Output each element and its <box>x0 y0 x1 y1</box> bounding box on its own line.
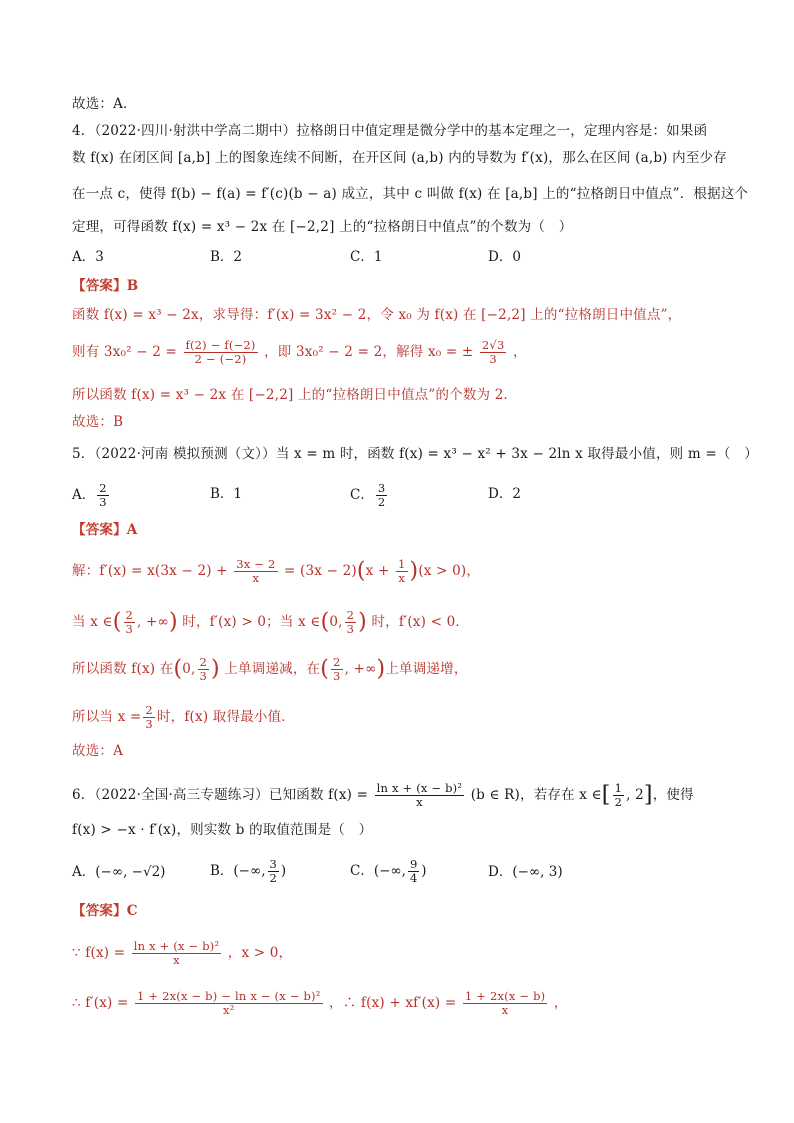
q5-option-d: D．2 <box>488 486 521 502</box>
q4-option-c: C．1 <box>350 249 383 265</box>
q4-conclusion: 故选：B <box>72 414 124 430</box>
q5-option-c: C． $\frac{3}{2}$ <box>350 481 386 509</box>
q6-stem-line1: 6．（2022·全国·高三专题练习）已知函数 f(x) = $\frac{\text{ln x + (x − b)²}}{x}$ (b ∈ R)，若存在 x ∈[ $\frac{1}{2}$ , 2]，使得 <box>72 781 694 809</box>
q4-option-b: B．2 <box>210 249 243 265</box>
q6-option-d: D．(−∞, 3) <box>488 864 563 880</box>
q4-solution-line1: 函数 f(x) = x³ − 2x，求导得：f′(x) = 3x² − 2，令 x₀ 为 f(x) 在 [−2,2] 上的“拉格朗日中值点”， <box>72 307 682 323</box>
q6-solution-line2: ∴ f′(x) = $\frac{\text{1 + 2x(x − b) − ln x − (x − b)²}}{\text{x²}}$ ，∴ f(x) + xf′(x) = $\frac{1 + 2x(x - b)}{x}$ ， <box>72 989 568 1017</box>
q4-answer-label: 【答案】B <box>72 278 139 294</box>
prev-conclusion: 故选：A． <box>72 96 137 112</box>
q6-answer-label: 【答案】C <box>72 903 138 919</box>
q5-solution-line2: 当 x ∈( $\frac{2}{3}$ , +∞) 时，f′(x) > 0；当 x ∈(0, $\frac{2}{3}$ ) 时，f′(x) < 0． <box>72 608 470 636</box>
q6-option-c: C．(−∞, $\frac{9}{4}$ ) <box>350 857 427 885</box>
q4-stem-line3: 在一点 c，使得 f(b) − f(a) = f′(c)(b − a) 成立，其中 c 叫做 f(x) 在 [a,b] 上的“拉格朗日中值点”．根据这个 <box>72 186 749 202</box>
q4-stem-line1: 4．（2022·四川·射洪中学高二期中）拉格朗日中值定理是微分学中的基本定理之一，定理内容是：如果函 <box>72 123 708 139</box>
q4-solution-line3: 所以函数 f(x) = x³ − 2x 在 [−2,2] 上的“拉格朗日中值点”的个数为 2． <box>72 387 518 403</box>
q5-stem: 5．（2022·河南 模拟预测（文））当 x = m 时，函数 f(x) = x³ − x² + 3x − 2ln x 取得最小值，则 m =（ ） <box>72 446 758 462</box>
q4-option-d: D．0 <box>488 249 521 265</box>
q4-stem-line2: 数 f(x) 在闭区间 [a,b] 上的图象连续不间断，在开区间 (a,b) 内的导数为 f′(x)，那么在区间 (a,b) 内至少存 <box>72 150 727 166</box>
q4-solution-line2: 则有 3x₀² − 2 = $\frac{f(2) - f(-2)}{2 - (-2)}$ ，即 3x₀² − 2 = 2，解得 x₀ = ± $\frac{2√3}{3}$ ， <box>72 338 527 366</box>
fraction: $\frac{2√3}{3}$ <box>481 338 505 366</box>
fraction: $\frac{f(2) - f(-2)}{2 - (-2)}$ <box>185 338 256 366</box>
q5-option-b: B．1 <box>210 486 243 502</box>
q4-option-a: A．3 <box>72 249 104 265</box>
q6-option-a: A．(−∞, −√2) <box>72 864 166 880</box>
q5-option-a: A． $\frac{2}{3}$ <box>72 481 107 509</box>
q5-solution-line3: 所以函数 f(x) 在(0, $\frac{2}{3}$ ) 上单调递减，在( $\frac{2}{3}$ , +∞)上单调递增， <box>72 655 468 683</box>
q6-stem-line2: f(x) > −x · f′(x)，则实数 b 的取值范围是（ ） <box>72 822 373 838</box>
q4-stem-line4: 定理，可得函数 f(x) = x³ − 2x 在 [−2,2] 上的“拉格朗日中值点”的个数为（ ） <box>72 219 573 235</box>
q6-option-b: B．(−∞, $\frac{3}{2}$ ) <box>210 857 287 885</box>
q5-solution-line1: 解：f′(x) = x(3x − 2) + $\frac{3x - 2}{x}$ = (3x − 2)(x + $\frac{1}{x}$ )(x > 0)， <box>72 557 481 585</box>
q5-answer-label: 【答案】A <box>72 522 138 538</box>
q5-conclusion: 故选：A <box>72 743 124 759</box>
q5-solution-line4: 所以当 x = $\frac{2}{3}$ 时，f(x) 取得最小值． <box>72 703 295 731</box>
q6-solution-line1: ∵ f(x) = $\frac{\text{ln x + (x − b)²}}{x}$ ，x > 0， <box>72 939 293 967</box>
